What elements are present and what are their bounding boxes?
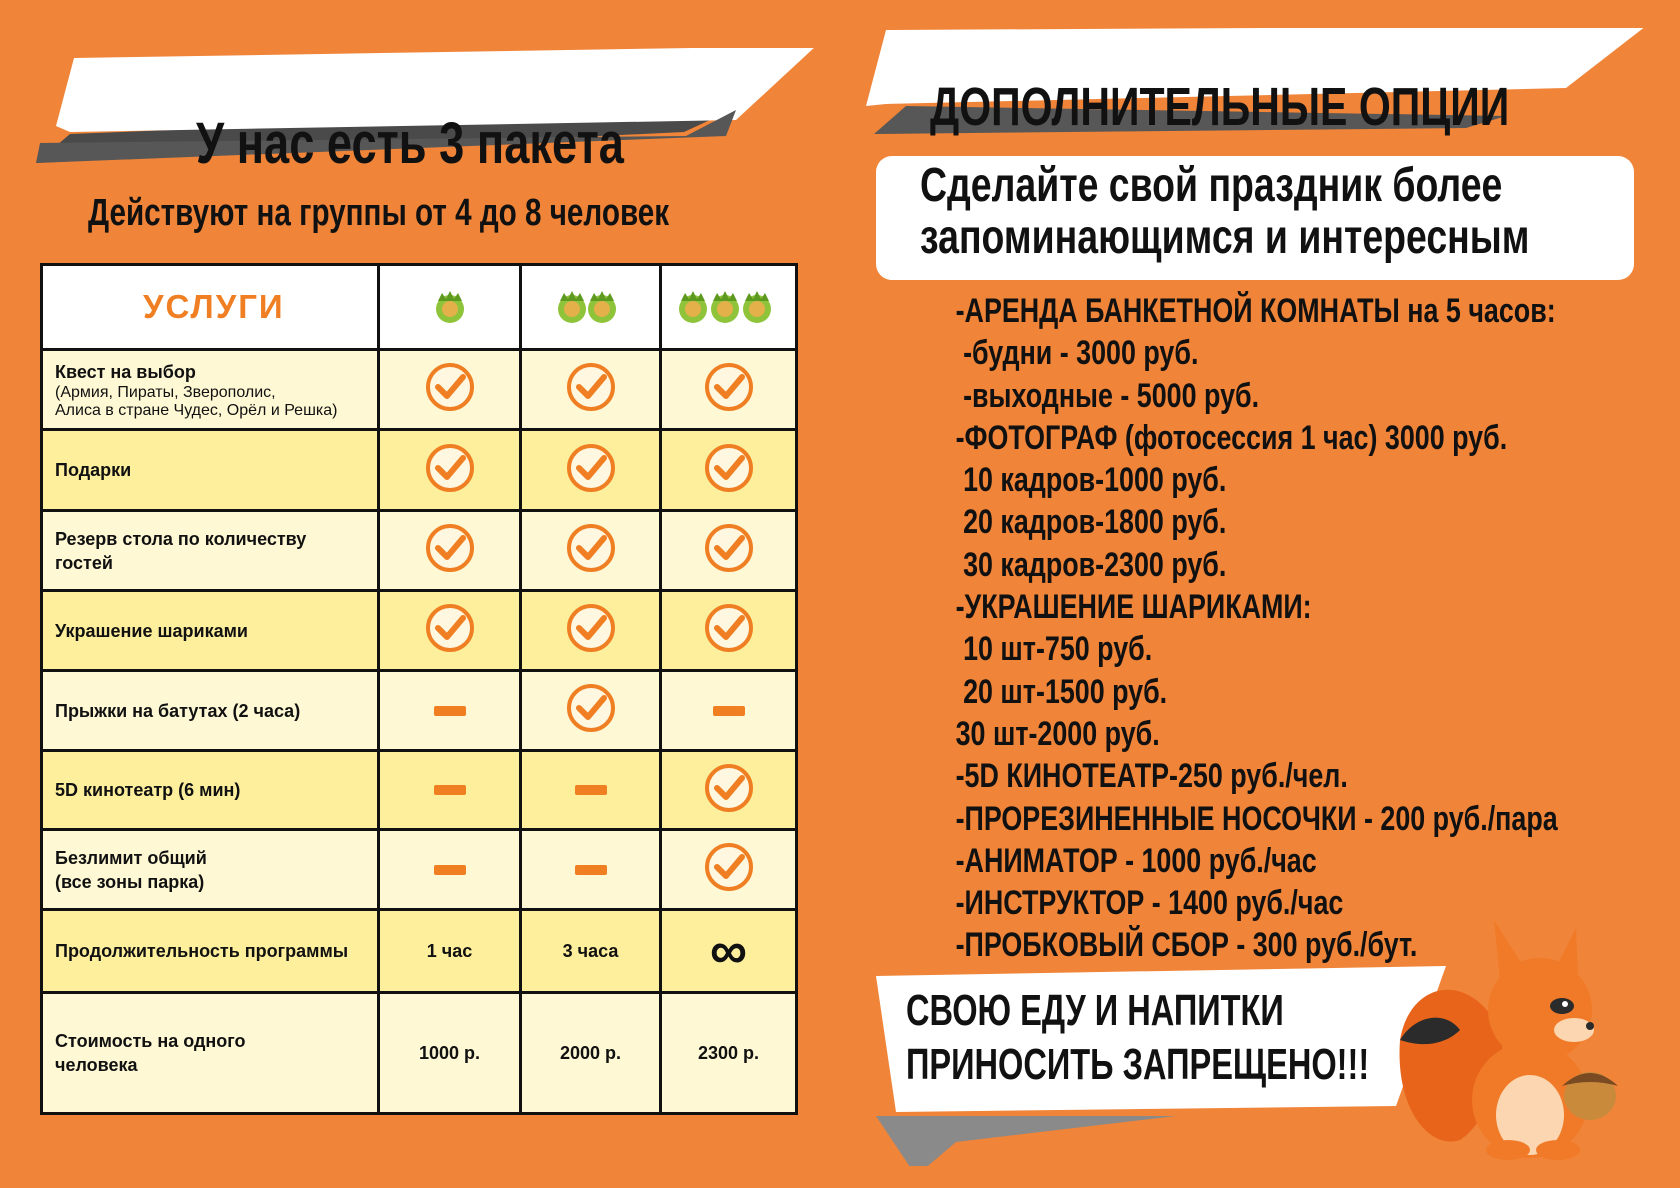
table-row [43,994,795,1112]
package-1-cell [380,592,522,669]
option-line: 10 кадров-1000 руб. [955,461,1227,500]
service-cell [43,994,380,1112]
package-1-cell [380,752,522,828]
check-icon [425,603,475,658]
package-3-cell [662,911,795,991]
package-3-cell [662,351,795,428]
warning-banner [876,966,1456,1166]
dash-icon [575,785,607,795]
promo-line-1: Сделайте свой праздник более [920,159,1503,212]
package-3-cell [662,831,795,908]
service-label: Безлимит общий (все зоны парка) [55,847,207,892]
option-line: 20 шт-1500 руб. [955,672,1168,711]
table-row [43,512,795,592]
service-label: Продолжительность программы [55,941,349,961]
package-3-cell [662,431,795,509]
check-icon [425,523,475,578]
packages-title-banner [36,48,816,176]
package-2-header [522,266,662,348]
package-2-cell [522,512,662,589]
package-3-cell [662,752,795,828]
package-2-cell [522,592,662,669]
package-2-cell [522,431,662,509]
service-cell [43,911,380,991]
table-row [43,831,795,911]
package-2-cell [522,351,662,428]
packages-title: У нас есть 3 пакета [196,111,624,176]
service-label: Прыжки на батутах (2 часа) [55,700,301,721]
check-icon [704,603,754,658]
option-line: -ИНСТРУКТОР - 1400 руб./час [955,884,1344,923]
check-icon [704,842,754,897]
package-3-cell [662,672,795,749]
service-label: Резерв стола по количеству гостей [55,528,307,573]
table-row [43,911,795,994]
service-label: Подарки [55,460,132,480]
package-1-cell [380,351,522,428]
service-cell [43,351,380,428]
option-line: 20 кадров-1800 руб. [955,503,1227,542]
acorn-icon [430,287,470,327]
service-label: Украшение шариками [55,620,248,641]
option-line: -выходные - 5000 руб. [955,376,1260,415]
warning-line-1: СВОЮ ЕДУ И НАПИТКИ [906,986,1284,1035]
check-icon [566,683,616,738]
package-3-cell [662,994,795,1112]
dash-icon [575,865,607,875]
table-row [43,351,795,431]
service-cell [43,672,380,749]
table-row [43,672,795,752]
options-title-banner [866,28,1646,148]
options-title: ДОПОЛНИТЕЛЬНЫЕ ОПЦИИ [930,77,1510,137]
option-line: -АНИМАТОР - 1000 руб./час [955,841,1317,880]
package-1-cell [380,994,522,1112]
check-icon [425,443,475,498]
package-1-header [380,266,522,348]
check-icon [566,603,616,658]
acorn-icon [677,287,781,327]
check-icon [704,523,754,578]
option-line: -5D КИНОТЕАТР-250 руб./чел. [955,757,1348,796]
service-sublabel: (Армия, Пираты, Зверополис, Алиса в стране Чудес, Орёл и Решка) [55,383,338,419]
service-cell [43,831,380,908]
check-icon [704,362,754,417]
option-line: -ПРОБКОВЫЙ СБОР - 300 руб./бут. [955,926,1418,965]
option-line: -ФОТОГРАФ (фотосессия 1 час) 3000 руб. [955,418,1508,457]
package-2-cell [522,994,662,1112]
table-row [43,431,795,512]
services-header: УСЛУГИ [143,288,285,325]
dash-icon [434,865,466,875]
package-value: 3 часа [562,940,619,961]
option-line: -будни - 3000 руб. [955,334,1199,373]
table-header-row [43,266,795,351]
service-cell [43,752,380,828]
table-row [43,752,795,831]
options-list [880,290,1600,967]
option-line: -АРЕНДА БАНКЕТНОЙ КОМНАТЫ на 5 часов: [955,292,1556,330]
check-icon [425,362,475,417]
check-icon [704,763,754,818]
package-2-cell [522,911,662,991]
dash-icon [713,706,745,716]
package-2-cell [522,752,662,828]
warning-line-2: ПРИНОСИТЬ ЗАПРЕЩЕНО!!! [906,1040,1370,1089]
package-3-cell [662,512,795,589]
infinity-value: ∞ [709,922,748,980]
service-label: Стоимость на одного человека [55,1031,246,1075]
acorn-icon [556,287,626,327]
package-value: 2300 р. [697,1042,760,1063]
squirrel-mascot-icon [1390,920,1640,1160]
package-value: 2000 р. [559,1042,622,1063]
check-icon [566,443,616,498]
service-cell [43,512,380,589]
package-3-header [662,266,795,348]
services-header-cell [43,266,380,348]
service-label: Квест на выбор [55,361,196,382]
promo-line-2: запоминающимся и интересным [920,211,1530,264]
package-value: 1000 р. [418,1042,481,1063]
service-label: 5D кинотеатр (6 мин) [55,780,241,800]
table-row [43,592,795,672]
package-1-cell [380,672,522,749]
option-line: 30 шт-2000 руб. [955,714,1160,753]
check-icon [566,523,616,578]
group-size-subtitle: Действуют на группы от 4 до 8 человек [88,192,670,234]
package-1-cell [380,431,522,509]
check-icon [704,443,754,498]
option-line: -УКРАШЕНИЕ ШАРИКАМИ: [955,588,1312,627]
package-value: 1 час [426,940,473,961]
option-line: 30 кадров-2300 руб. [955,545,1227,584]
check-icon [566,362,616,417]
package-2-cell [522,831,662,908]
dash-icon [434,706,466,716]
package-1-cell [380,512,522,589]
service-cell [43,592,380,669]
package-3-cell [662,592,795,669]
service-cell [43,431,380,509]
option-line: -ПРОРЕЗИНЕННЫЕ НОСОЧКИ - 200 руб./пара [955,799,1558,838]
package-1-cell [380,831,522,908]
package-1-cell [380,911,522,991]
packages-table [40,263,798,1115]
option-line: 10 шт-750 руб. [955,630,1153,669]
package-2-cell [522,672,662,749]
dash-icon [434,785,466,795]
promo-box [876,156,1634,280]
